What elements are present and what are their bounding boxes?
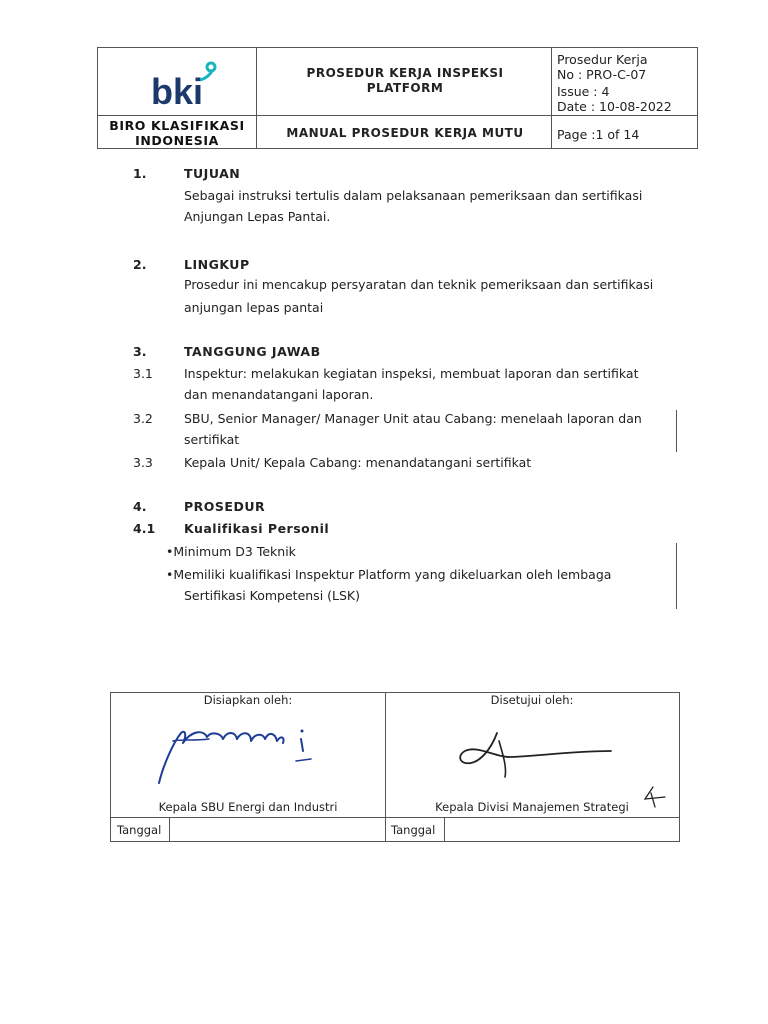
item-text: Inspektur: melakukan kegiatan inspeksi, membuat laporan dan sertifikat (184, 366, 639, 381)
bki-logo (148, 56, 218, 111)
section-number: 2. (133, 257, 147, 272)
page-number: Page :1 of 14 (557, 127, 640, 142)
bullet-icon: • (166, 544, 174, 559)
section-title: LINGKUP (184, 257, 250, 272)
doc-number: No : PRO-C-07 (557, 67, 647, 82)
doc-type: Prosedur Kerja (557, 52, 648, 67)
doc-issue: Issue : 4 (557, 84, 610, 99)
bullet-icon: • (166, 567, 174, 582)
logo-accent-icon (207, 63, 215, 71)
table-divider (444, 817, 445, 841)
section-title: PROSEDUR (184, 499, 266, 514)
date-label-right: Tanggal (391, 823, 436, 837)
item-number: 3.2 (133, 411, 153, 426)
margin-line (676, 410, 677, 452)
section-text: Sebagai instruksi tertulis dalam pelaksanaan pemeriksaan dan sertifikasi (184, 188, 643, 203)
section-text: Prosedur ini mencakup persyaratan dan teknik pemeriksaan dan sertifikasi (184, 277, 654, 292)
margin-line (676, 543, 677, 609)
subsection-number: 4.1 (133, 521, 156, 536)
document-header (97, 47, 698, 149)
table-divider (111, 817, 679, 818)
item-text: Kepala Unit/ Kepala Cabang: menandatangani sertifikat (184, 455, 532, 470)
bullet-item (166, 567, 611, 582)
organization-name: BIRO KLASIFIKASI INDONESIA (109, 118, 245, 148)
section-text: Anjungan Lepas Pantai. (184, 209, 331, 224)
subsection-title: Kualifikasi Personil (184, 521, 330, 536)
section-number: 3. (133, 344, 147, 359)
logo-text: bki (151, 71, 204, 111)
item-text: SBU, Senior Manager/ Manager Unit atau Cabang: menelaah laporan dan (184, 411, 642, 426)
section-number: 1. (133, 166, 147, 181)
table-divider (385, 693, 386, 841)
table-divider (169, 817, 170, 841)
document-title: PROSEDUR KERJA INSPEKSI PLATFORM (306, 66, 504, 95)
bullet-text: Minimum D3 Teknik (173, 544, 296, 559)
bullet-text: Memiliki kualifikasi Inspektur Platform yang dikeluarkan oleh lembaga (173, 567, 612, 582)
header-divider (256, 48, 257, 148)
item-text: dan menandatangani laporan. (184, 387, 374, 402)
section-title: TANGGUNG JAWAB (184, 344, 321, 359)
item-text: sertifikat (184, 432, 240, 447)
signature-prepared (151, 721, 341, 791)
header-divider (98, 115, 256, 116)
approved-by-label: Disetujui oleh: (490, 693, 574, 707)
section-number: 4. (133, 499, 147, 514)
header-divider (256, 115, 697, 116)
bullet-continuation: Sertifikasi Kompetensi (LSK) (184, 588, 360, 603)
approval-table (110, 692, 680, 842)
date-label-left: Tanggal (117, 823, 162, 837)
document-subtitle: MANUAL PROSEDUR KERJA MUTU (286, 126, 524, 140)
doc-date: Date : 10-08-2022 (557, 99, 672, 114)
section-text: anjungan lepas pantai (184, 300, 324, 315)
item-number: 3.1 (133, 366, 153, 381)
prepared-by-label: Disiapkan oleh: (203, 693, 293, 707)
approved-by-role: Kepala Divisi Manajemen Strategi (435, 800, 629, 814)
prepared-by-role: Kepala SBU Energi dan Industri (158, 800, 338, 814)
bullet-item (166, 544, 296, 559)
section-title: TUJUAN (184, 166, 241, 181)
signature-approved (451, 723, 651, 783)
item-number: 3.3 (133, 455, 153, 470)
